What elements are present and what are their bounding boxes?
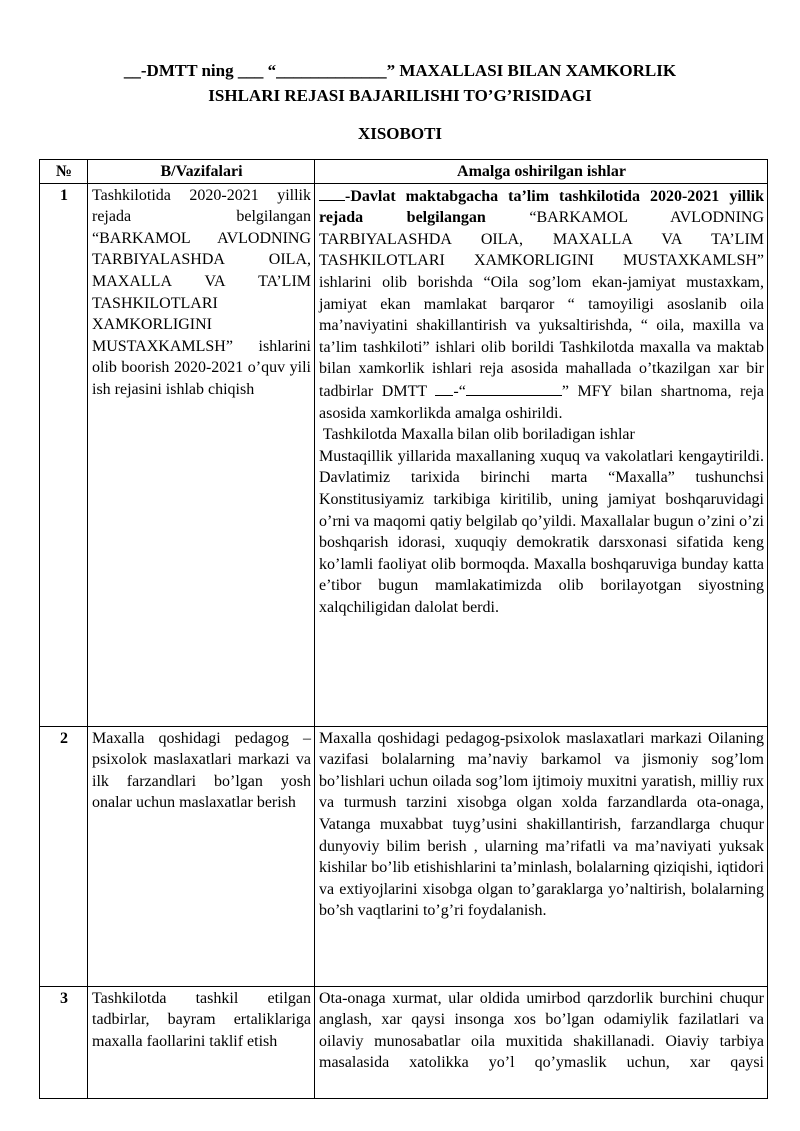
- table-row: [40, 183, 768, 726]
- header-done-work: Amalga oshirilgan ishlar: [315, 160, 768, 184]
- done-text-1: “BARKAMOL AVLODNING TARBIYALASHDA OILA, MAXALLA VA TA’LIM TASHKILOTLARI XAMKORLIGINI MUSTAXKAMLSH” ishlarini olib borishda “Oila sog’lom ekan-jamiyat mustaxkam, jamiyat ekan mamlakat barqaror “ tamoyiligi asoslanib oila ma’naviyatini shakillantirish va yuksaltirishda, “ oila, maxilla va ta’lim tashkiloti” ishlari olib borildi Tashkilotda maxalla va maktab bilan xamkorlik ishlari reja asosida mahallada o’tkazilgan xar bir tadbirlar DMTT: [319, 209, 765, 400]
- table-row: [40, 726, 768, 986]
- task-text: Maxalla qoshidagi pedagog –psixolok maslaxatlari markazi va ilk farzandlari bo’lgan yosh onalar uchun maslaxatlar berish: [92, 729, 311, 812]
- report-title-line-1: __-DMTT ning ___ “_____________” MAXALLASI BILAN XAMKORLIK: [123, 61, 677, 80]
- done-paragraph: Maxalla qoshidagi pedagog-psixolok maslaxatlari markazi Oilaning vazifasi bolalarning ma’naviy barkamol va jismoniy sog’lom bo’lishlari uchun oilada sog’lom ijtimoiy muxitni yaratish, milliy rux va turmush tarzini xisobga olgan xolda farzandlarda ota-onaga, Vatanga muxabbat tuyg’usini shakillantirish, farzandlarga chuqur dunyoviy bilim berish , ularning ma’rifatli va ma’naviyati yuksak kishilar bo’lib etishishlarini ta’minlash, bolalarning qiziqishi, iqtidori va extiyojlarini xisobga olgan to’garaklarga yo’naltirish, bolalarning bo’sh vaqtlarini to’g’ri foydalanish.: [319, 729, 764, 920]
- row-done-work: [315, 986, 768, 1098]
- row-number: 3: [40, 986, 88, 1098]
- done-paragraph-2: Tashkilotda Maxalla bilan olib boriladigan ishlar: [319, 426, 635, 444]
- blank-underline: [466, 380, 562, 396]
- blank-underline: [319, 185, 345, 201]
- table-header-row: [40, 160, 768, 184]
- row-done-work: [315, 726, 768, 986]
- row-task: [88, 183, 315, 726]
- done-paragraph-3: Mustaqillik yillarida maxallaning xuquq va vakolatlari kengaytirildi. Davlatimiz tarixida birinchi marta “Maxalla” tushunchsi Konstitusiyamiz tarkibiga kiritilib, uning jamiyat boshqaruvidagi o’rni va maqomi qatiy belgilab qo’yildi. Maxallalar bugun o’zini o’zi boshqarish idorasi, xuquqiy demokratik darsxonasi sifatida keng ko’lamli faoliyat olib bormoqda. Maxalla boshqaruviga bunday katta e’tibor bugun mamlakatimizda olib borilayotgan siyostning xalqchiligidan dalolat berdi.: [319, 447, 764, 616]
- row-done-work: [315, 183, 768, 726]
- report-title-line-3: XISOBOTI: [357, 124, 443, 143]
- row-number: 2: [40, 726, 88, 986]
- task-text: Tashkilotda tashkil etilgan tadbirlar, bayram ertaliklariga maxalla faollarini taklif etish: [92, 989, 311, 1050]
- header-tasks: B/Vazifalari: [88, 160, 315, 184]
- report-title-line-2: ISHLARI REJASI BAJARILISHI TO’G’RISIDAGI: [208, 86, 592, 105]
- blank-underline: [435, 380, 453, 396]
- done-text-1-tail-2: ” MFY bilan shartnoma, reja asosida xamkorlikda amalga oshirildi.: [319, 382, 765, 422]
- report-table: [39, 159, 768, 1099]
- row-task: [88, 986, 315, 1098]
- done-paragraph-1: [319, 185, 764, 425]
- done-paragraph: Ota-onaga xurmat, ular oldida umirbod qarzdorlik burchini chuqur anglash, xar qaysi insonga xos bo’lgan odamiylik fazilatlari va oilaviy munosabatlar oila muxitida shakillanadi. Oiaviy tarbiya masalasida xatolikka yo’l qo’ymaslik uchun, xar qaysi: [319, 989, 764, 1072]
- row-task: [88, 726, 315, 986]
- header-number: №: [40, 160, 88, 184]
- done-text-1-tail-1: -“: [453, 382, 466, 400]
- task-text: Tashkilotida 2020-2021 yillik rejada belgilangan “BARKAMOL AVLODNING TARBIYALASHDA OILA, MAXALLA VA TA’LIM TASHKILOTLARI XAMKORLIGINI MUSTAXKAMLSH” ishlarini olib boorish 2020-2021 o’quv yili ish rejasini ishlab chiqish: [92, 186, 311, 398]
- row-number: 1: [40, 183, 88, 726]
- table-row: [40, 986, 768, 1098]
- done-bold-prefix: -Davlat maktabgacha ta’lim tashkilotida 2020-2021 yillik rejada belgilangan: [319, 187, 764, 227]
